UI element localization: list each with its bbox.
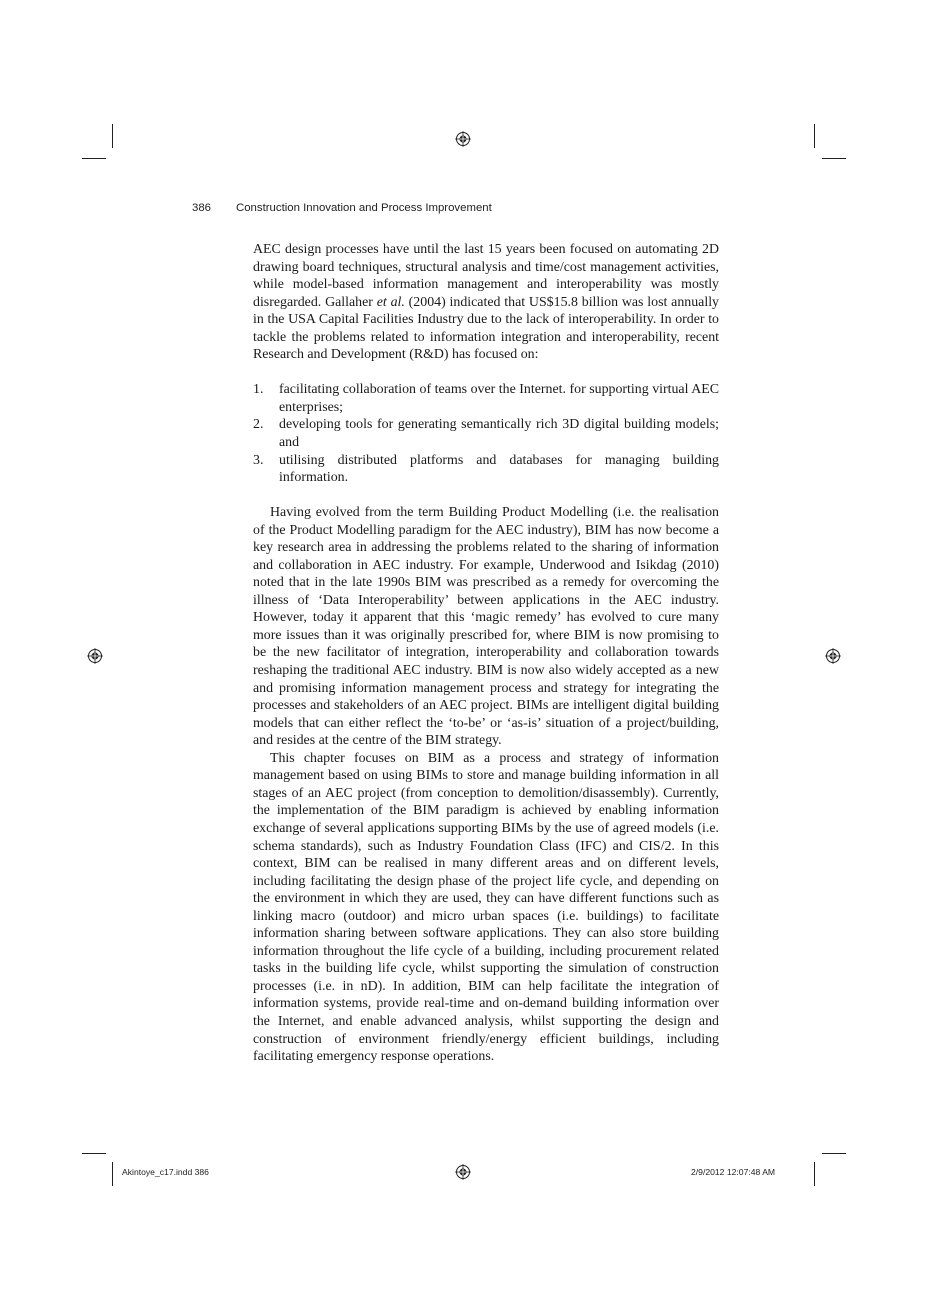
- registration-mark-icon: [455, 1164, 471, 1180]
- paragraph-bim-evolution: Having evolved from the term Building Product Modelling (i.e. the realisation of the Product Modelling paradigm for the AEC industry), BIM has now become a key research area in addressing the problems related to the sharing of information and collaboration in AEC industry. For example, Underwood and Isikdag (2010) noted that in the late 1990s BIM was prescribed as a remedy for overcoming the illness of ‘Data Interoperability’ between applications in the AEC industry. However, today it apparent that this ‘magic remedy’ has evolved to cure many more issues than it was originally prescribed for, where BIM is now promising to be the new facilitator of integration, interoperability and collaboration towards reshaping the traditional AEC industry. BIM is now also widely accepted as a new and promising information management process and strategy for integrating the processes and stakeholders of an AEC project. BIMs are intelligent digital building models that can either reflect the ‘to-be’ or ‘as-is’ situation of a project/building, and resides at the centre of the BIM strategy.: [253, 505, 719, 749]
- crop-mark-bottom-right-v: [814, 1162, 815, 1186]
- crop-mark-top-left-v: [112, 124, 113, 148]
- list-item: 3. utilising distributed platforms and databases for managing building information.: [253, 452, 719, 486]
- crop-mark-top-right-v: [814, 124, 815, 148]
- page-number: 386: [192, 202, 212, 214]
- crop-mark-bottom-left-v: [112, 1162, 113, 1186]
- list-item: 2. developing tools for generating semantically rich 3D digital building models; and: [253, 417, 719, 450]
- crop-mark-top-left-h: [82, 158, 106, 159]
- registration-mark-icon: [87, 648, 103, 664]
- registration-mark-icon: [825, 648, 841, 664]
- crop-mark-bottom-left-h: [82, 1153, 106, 1154]
- crop-mark-top-right-h: [822, 158, 846, 159]
- emphasis-et-al: et al.: [376, 294, 405, 310]
- paragraph-intro: AEC design processes have until the last 15 years been focused on automating 2D drawing board techniques, structural analysis and time/cost management activities, while model-based information management and interoperability was mostly disregarded. Gallaher et al. (2004) indicated that US$15.8 billion was lost annually in the USA Capital Facilities Industry due to the lack of interoperability. In order to tackle the problems related to information integration and interoperability, recent Research and Development (R&D) has focused on:: [253, 242, 719, 363]
- slug-datetime: 2/9/2012 12:07:48 AM: [691, 1167, 776, 1177]
- book-title: Construction Innovation and Process Improvement: [236, 202, 492, 214]
- list-item: 1. facilitating collaboration of teams over the Internet. for supporting virtual AEC enterprises;: [253, 382, 719, 415]
- paragraph-chapter-focus: This chapter focuses on BIM as a process and strategy of information management based on using BIMs to store and manage building information in all stages of an AEC project (from conception to demolition/disassembly). Currently, the implementation of the BIM paradigm is achieved by enabling information exchange of several applications supporting BIMs by the use of agreed models (i.e. schema standards), such as Industry Foundation Class (IFC) and CIS/2. In this context, BIM can be realised in many different areas and on different levels, including facilitating the design phase of the project life cycle, and depending on the environment in which they are used, they can have different functions such as linking macro (outdoor) and micro urban spaces (i.e. buildings) to facilitate information sharing between software applications. They can also store building information throughout the life cycle of a building, including procurement related tasks in the building life cycle, whilst supporting the simulation of construction processes (i.e. in nD). In addition, BIM can help facilitate the integration of information systems, provide real-time and on-demand building information over the Internet, and enable advanced analysis, whilst supporting the design and construction of environment friendly/energy efficient buildings, including facilitating emergency response operations.: [253, 750, 719, 1065]
- crop-mark-bottom-right-h: [822, 1153, 846, 1154]
- running-head: [192, 202, 492, 218]
- slug-file: Akintoye_c17.indd 386: [122, 1167, 209, 1177]
- numbered-list: [253, 381, 719, 486]
- registration-mark-icon: [455, 131, 471, 147]
- body-text: [253, 241, 719, 1066]
